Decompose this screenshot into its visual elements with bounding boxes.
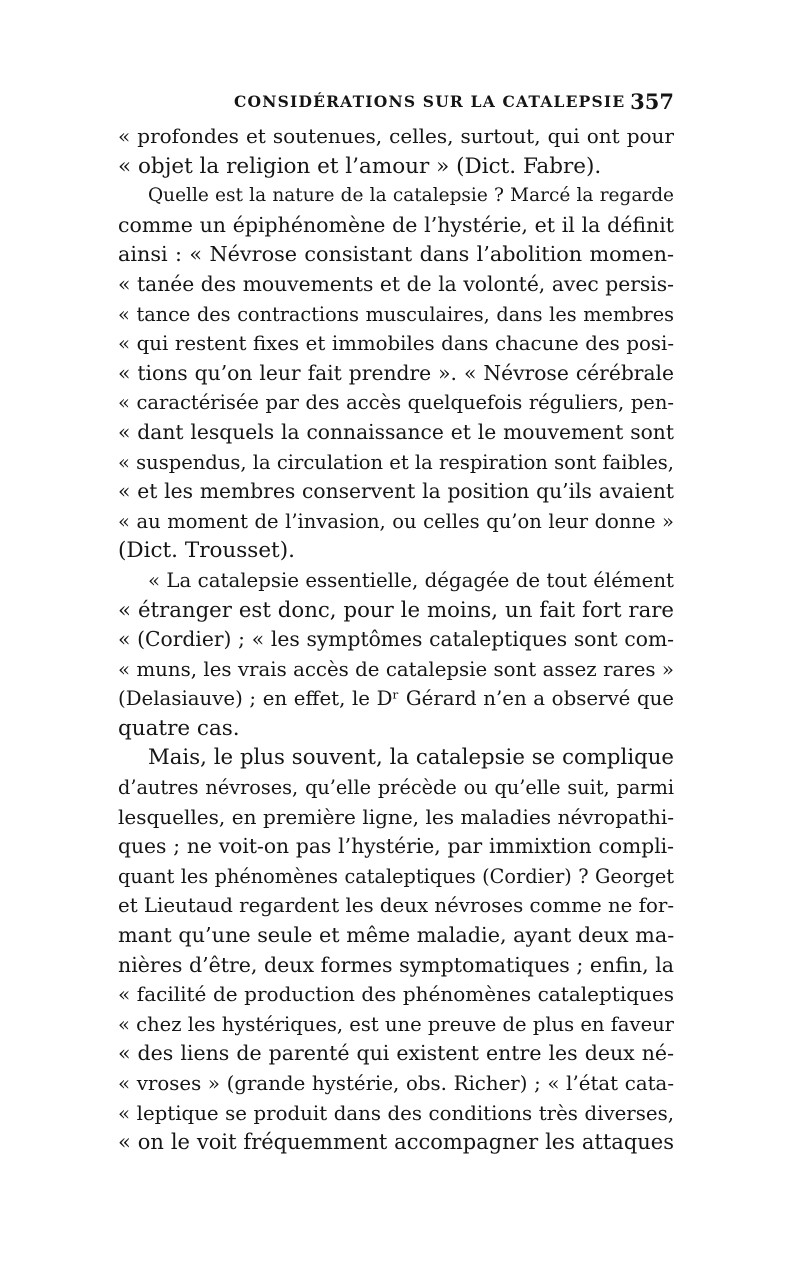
page-number: 357 [630,89,674,114]
text-line: (Delasiauve) ; en effet, le Dʳ Gérard n’en a observé que [118,687,674,711]
text-line: ainsi : « Névrose consistant dans l’abolition momen- [118,242,674,267]
text-line: « (Cordier) ; « les symptômes cataleptiques sont com- [118,627,674,652]
text-line: « objet la religion et l’amour » (Dict. Fabre). [118,153,602,179]
text-line: Quelle est la nature de la catalepsie ? Marcé la regarde [148,185,674,207]
text-line: « caractérisée par des accès quelquefois réguliers, pen- [118,391,674,415]
text-line: « on le voit fréquemment accompagner les attaques [118,1130,674,1155]
text-line: « tance des contractions musculaires, dans les membres [118,302,674,326]
text-line: ques ; ne voit-on pas l’hystérie, par immixtion compli- [118,834,674,859]
text-line: « qui restent fixes et immobiles dans chacune des posi- [118,332,674,356]
text-line: quant les phénomènes cataleptiques (Cordier) ? Georget [118,864,674,888]
text-line: « au moment de l’invasion, ou celles qu’on leur donne » [118,509,674,533]
text-line: « La catalepsie essentielle, dégagée de tout élément [148,568,674,592]
text-line: « muns, les vrais accès de catalepsie sont assez rares » [118,657,674,681]
running-title: CONSIDÉRATIONS SUR LA CATALEPSIE [234,92,626,111]
page-header [118,89,674,118]
text-line: (Dict. Trousset). [118,538,295,564]
text-line: « leptique se produit dans des conditions très diverses, [118,1101,674,1125]
text-line: nières d’être, deux formes symptomatiques ; enfin, la [118,952,674,977]
text-line: « vroses » (grande hystérie, obs. Richer) ; « l’état cata- [118,1072,674,1095]
text-line: et Lieutaud regardent les deux névroses comme ne for- [118,894,674,918]
text-line: « tions qu’on leur fait prendre ». « Névrose cérébrale [118,360,674,385]
text-line: « chez les hystériques, est une preuve de plus en faveur [118,1012,674,1036]
text-line: Mais, le plus souvent, la catalepsie se complique [148,745,674,771]
text-line: comme un épiphénomène de l’hystérie, et il la définit [118,212,674,237]
text-line: lesquelles, en première ligne, les maladies névropathi- [118,804,674,829]
text-line: « étranger est donc, pour le moins, un fait fort rare [118,597,674,623]
text-line: « profondes et soutenues, celles, surtout, qui ont pour [118,124,674,148]
text-line: quatre cas. [118,715,240,741]
text-line: mant qu’une seule et même maladie, ayant deux ma- [118,923,674,948]
text-line: « dant lesquels la connaissance et le mouvement sont [118,419,674,444]
text-line: « suspendus, la circulation et la respiration sont faibles, [118,450,674,474]
text-line: « des liens de parenté qui existent entre les deux né- [118,1041,674,1066]
text-line: d’autres névroses, qu’elle précède ou qu’elle suit, parmi [118,776,674,800]
text-line: « et les membres conservent la position qu’ils avaient [118,479,674,504]
body-text [118,122,674,1158]
text-line: « tanée des mouvements et de la volonté, avec persis- [118,271,674,296]
text-line: « facilité de production des phénomènes cataleptiques [118,982,674,1007]
